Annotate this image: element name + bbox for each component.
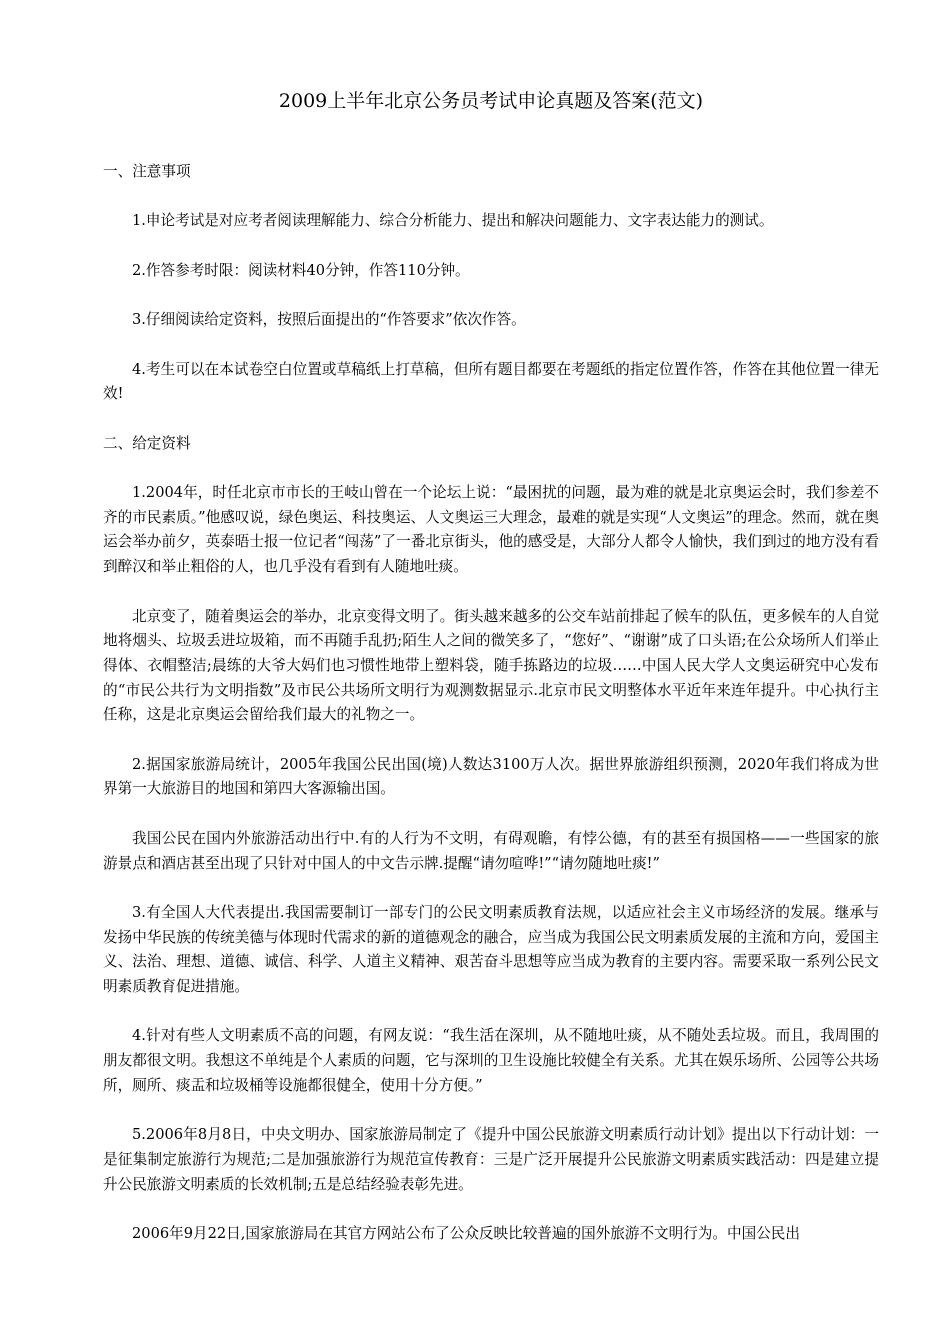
document-body bbox=[103, 160, 879, 1271]
paragraph: 1.申论考试是对应考者阅读理解能力、综合分析能力、提出和解决问题能力、文字表达能力的测试。 bbox=[132, 212, 774, 230]
document-title: 2009上半年北京公务员考试申论真题及答案(范文) bbox=[278, 90, 704, 112]
paragraph: 3.仔细阅读给定资料，按照后面提出的“作答要求”依次作答。 bbox=[132, 311, 526, 329]
paragraph: 3.有全国人大代表提出.我国需要制订一部专门的公民文明素质教育法规，以适应社会主义市场经济的发展。继承与发扬中华民族的传统美德与体现时代需求的新的道德观念的融合，应当成为我国公民文明素质发展的主流和方向，爱国主义、法治、理想、道德、诚信、科学、人道主义精神、艰苦奋斗思想等应当成为教育的主要内容。需要采取一系列公民文明素质教育促进措施。 bbox=[103, 903, 879, 996]
paragraph: 4.针对有些人文明素质不高的问题，有网友说：“我生活在深圳，从不随地吐痰，从不随处丢垃圾。而且，我周围的朋友都很文明。我想这不单纯是个人素质的问题，它与深圳的卫生设施比较健全有关系。尤其在娱乐场所、公园等公共场所，厕所、痰盂和垃圾桶等设施都很健全，使用十分方便。” bbox=[103, 1027, 879, 1094]
paragraph: 2006年9月22日,国家旅游局在其官方网站公布了公众反映比较普遍的国外旅游不文明行为。中国公民出 bbox=[132, 1225, 800, 1243]
paragraph: 5.2006年8月8日，中央文明办、国家旅游局制定了《提升中国公民旅游文明素质行动计划》提出以下行动计划：一是征集制定旅游行为规范;二是加强旅游行为规范宣传教育：三是广泛开展提升公民旅游文明素质实践活动：四是建立提升公民旅游文明素质的长效机制;五是总结经验表彰先进。 bbox=[103, 1126, 879, 1193]
section-heading-notes: 一、注意事项 bbox=[103, 163, 191, 180]
paragraph: 我国公民在国内外旅游活动出行中.有的人行为不文明，有碍观瞻，有悖公德，有的甚至有损国格——一些国家的旅游景点和酒店甚至出现了只针对中国人的中文告示牌.提醒“请勿喧哗!”“请勿随地吐痰!” bbox=[103, 829, 879, 872]
paragraph: 2.作答参考时限：阅读材料40分钟，作答110分钟。 bbox=[132, 261, 470, 279]
paragraph: 北京变了，随着奥运会的举办，北京变得文明了。街头越来越多的公交车站前排起了候车的队伍，更多候车的人自觉地将烟头、垃圾丢进垃圾箱，而不再随手乱扔;陌生人之间的微笑多了，“您好”、“谢谢”成了口头语;在公众场所人们举止得体、衣帽整洁;晨练的大爷大妈们也习惯性地带上塑料袋，随手拣路边的垃圾……中国人民大学人文奥运研究中心发布的“市民公共行为文明指数”及市民公共场所文明行为观测数据显示.北京市民文明整体水平近年来连年提升。中心执行主任称，这是北京奥运会留给我们最大的礼物之一。 bbox=[103, 607, 879, 724]
paragraph: 4.考生可以在本试卷空白位置或草稿纸上打草稿，但所有题目都要在考题纸的指定位置作答，作答在其他位置一律无效! bbox=[103, 360, 879, 403]
paragraph: 2.据国家旅游局统计，2005年我国公民出国(境)人数达3100万人次。据世界旅游组织预测，2020年我们将成为世界第一大旅游目的地国和第四大客源输出国。 bbox=[103, 755, 879, 798]
paragraph: 1.2004年，时任北京市市长的王岐山曾在一个论坛上说：“最困扰的问题，最为难的就是北京奥运会时，我们参差不齐的市民素质。”他感叹说，绿色奥运、科技奥运、人文奥运三大理念，最难的就是实现“人文奥运”的理念。然而，就在奥运会举办前夕，英泰晤士报一位记者“闯荡”了一番北京街头，他的感受是，大部分人都令人愉快，我们到过的地方没有看到醉汉和举止粗俗的人，也几乎没有看到有人随地吐痰。 bbox=[103, 484, 879, 576]
section-heading-materials: 二、给定资料 bbox=[103, 434, 191, 452]
